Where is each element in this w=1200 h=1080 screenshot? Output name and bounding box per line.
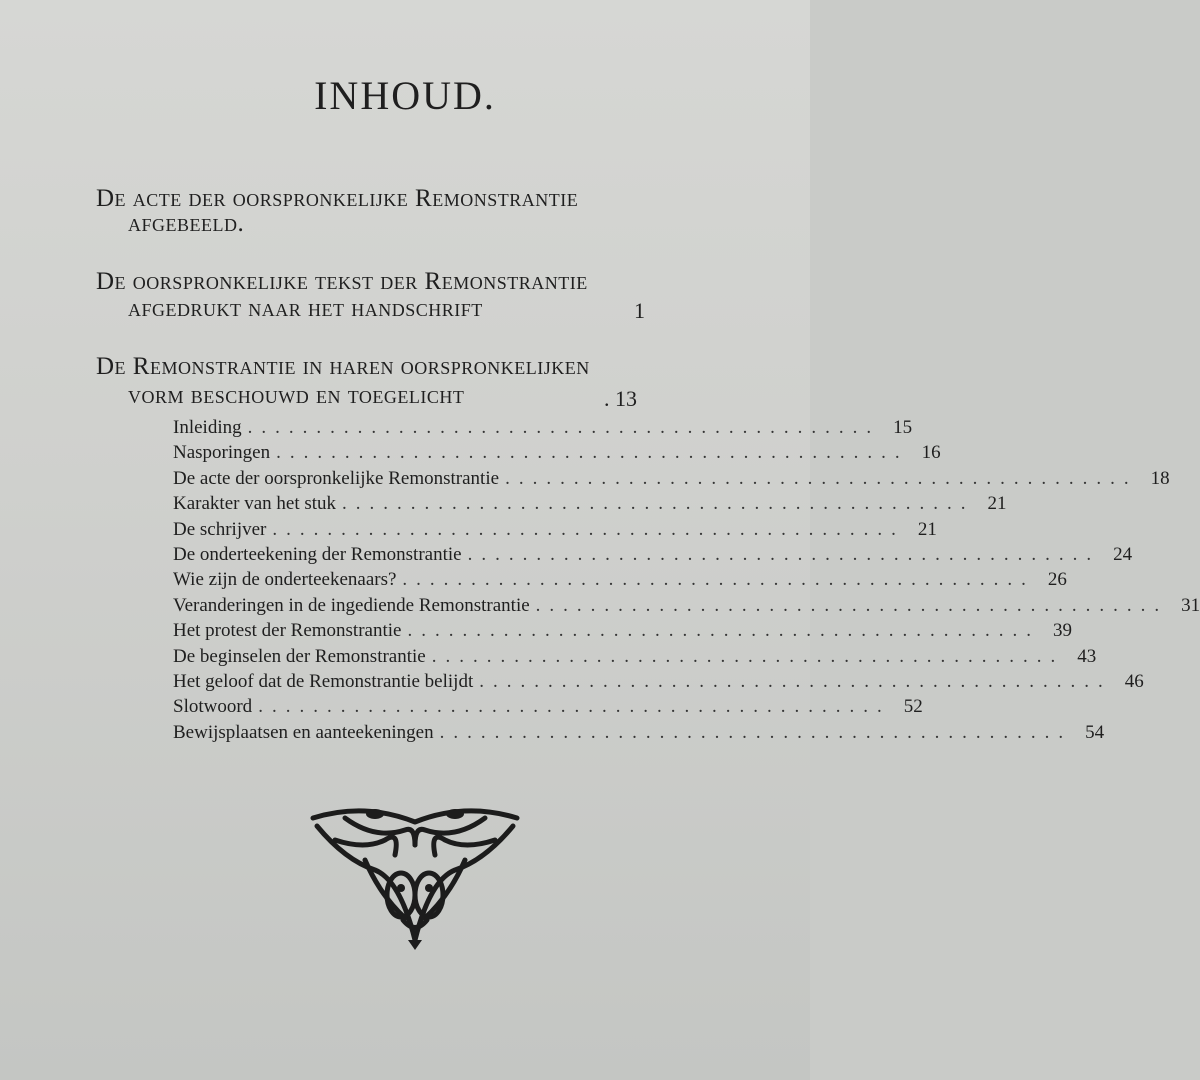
toc-entry [173,493,1007,518]
section-heading-line-1: De oorspronkelijke tekst der Remonstrantie [96,268,588,295]
entry-page: 24 [1113,543,1133,565]
toc-entry [173,721,1105,747]
dot-leader: .............................................. [342,493,975,515]
toc-entry [173,467,1170,493]
dot-leader: .............................................. [247,417,881,438]
toc-entry [173,620,1072,645]
toc-subentries [173,417,1200,747]
entry-label: De beginselen der Remonstrantie [173,645,426,667]
entry-label: Nasporingen [173,442,271,464]
dot-leader: .............................................. [479,670,1112,692]
section-heading-line-2: afgebeeld. [128,210,245,237]
section-page-number: . 13 [604,386,637,411]
section-heading-line-2: vorm beschouwd en toegelicht [128,382,465,409]
toc-entry [173,543,1133,569]
toc-entry [173,696,923,721]
toc-entry [173,594,1200,620]
toc-entry [173,417,913,442]
section-heading-line-1: De acte der oorspronkelijke Remonstrantie [96,185,579,212]
dot-leader: .............................................. [505,467,1138,489]
toc-entry [173,569,1067,594]
dot-leader: .............................................. [402,569,1035,591]
entry-page: 43 [1077,645,1097,667]
entry-page: 26 [1047,569,1067,591]
toc-entry [173,518,937,544]
entry-label: Bewijsplaatsen en aanteekeningen [173,721,434,743]
dot-leader: .............................................. [535,594,1169,616]
entry-label: Karakter van het stuk [173,493,337,515]
entry-label: Wie zijn de onderteekenaars? [173,569,397,591]
entry-label: De acte der oorspronkelijke Remonstrantie [173,467,500,489]
toc-entry [173,670,1144,696]
entry-page: 54 [1085,721,1105,743]
section-page-number: 1 [634,298,645,323]
entry-label: Het geloof dat de Remonstrantie belijdt [173,670,474,692]
entry-page: 16 [921,442,941,464]
entry-label: Inleiding [173,417,242,438]
dot-leader: .............................................. [258,696,891,718]
entry-page: 21 [987,493,1007,515]
section-heading-line-1: De Remonstrantie in haren oorspronkelijken [96,353,590,380]
toc-entry [173,645,1097,671]
entry-label: Veranderingen in de ingediende Remonstrantie [173,594,530,616]
entry-page: 52 [903,696,923,718]
celtic-knot-ornament [305,800,525,950]
page-title: INHOUD. [314,73,496,118]
entry-page: 46 [1124,670,1144,692]
entry-page: 18 [1150,467,1170,489]
entry-page: 15 [893,417,913,438]
dot-leader: .............................................. [276,442,909,464]
entry-label: Het protest der Remonstrantie [173,620,402,642]
entry-page: 39 [1052,620,1072,642]
dot-leader: .............................................. [467,543,1101,565]
entry-label: De onderteekening der Remonstrantie [173,543,462,565]
section-heading-line-2: afgedrukt naar het handschrift [128,295,483,322]
toc-entry [173,442,941,467]
dot-leader: .............................................. [439,721,1073,743]
dot-leader: .............................................. [272,518,905,540]
entry-label: Slotwoord [173,696,253,718]
dot-leader: .............................................. [407,620,1040,642]
entry-page: 31 [1181,594,1200,616]
entry-label: De schrijver [173,518,267,540]
dot-leader: .............................................. [431,645,1065,667]
entry-page: 21 [917,518,937,540]
